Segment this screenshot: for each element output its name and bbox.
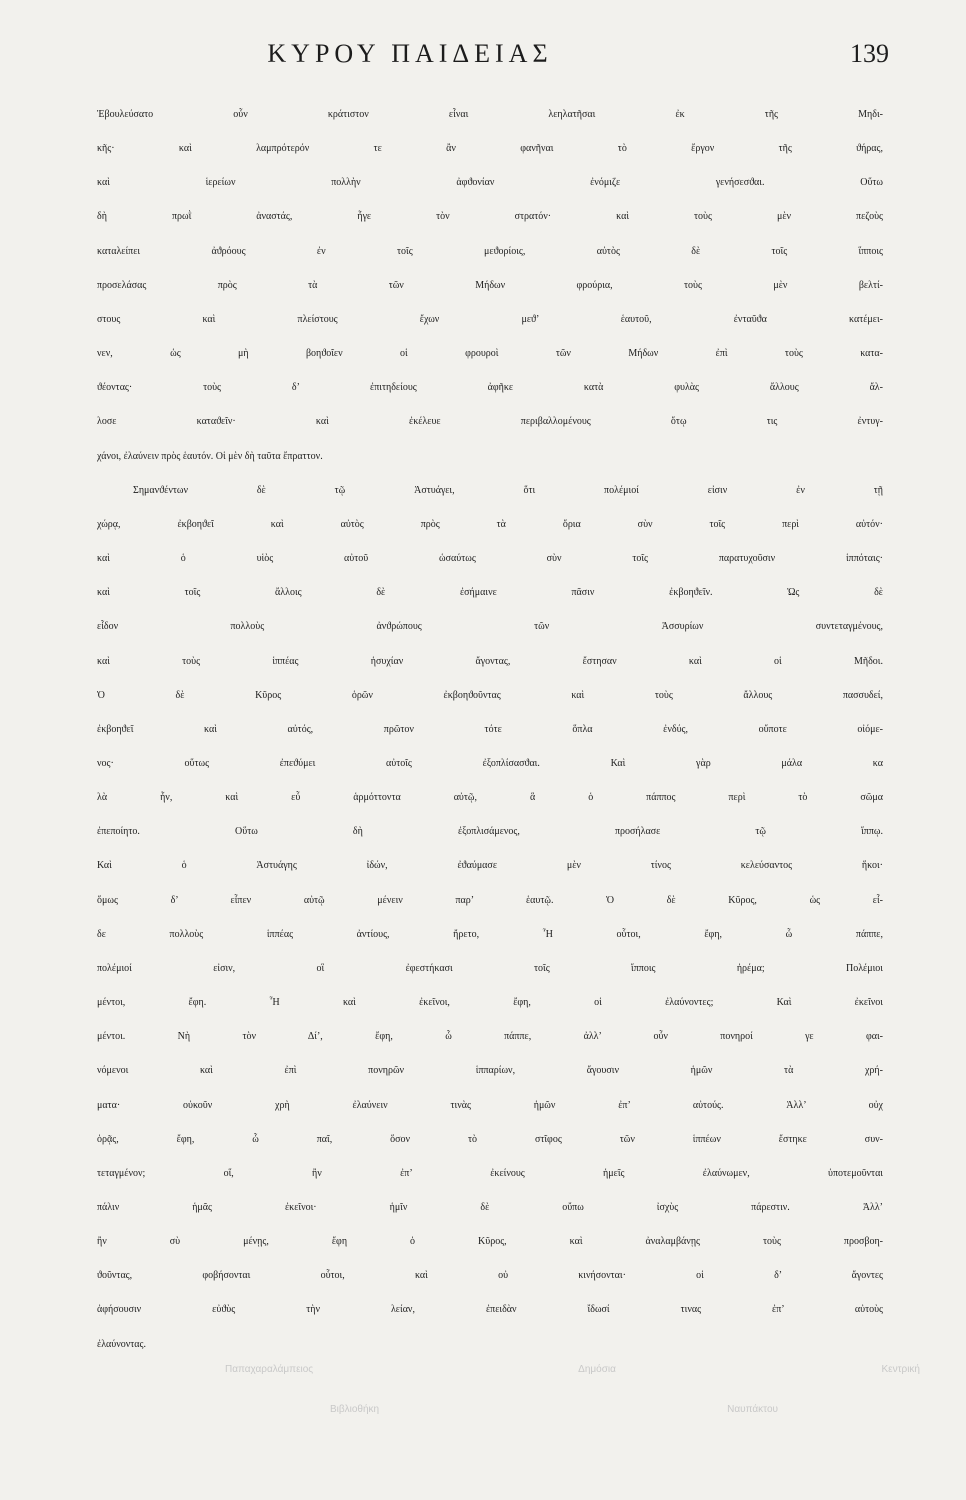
- text-line: πολέμιοί εἰσιν, οἳ ἐφεστήκασι τοῖς ἵπποις ἠρέμα; Πολέμιοι: [97, 962, 883, 974]
- text-line: δε πολλοὺς ἱππέας ἀντίους, ἤρετο, Ἦ οὗτοι, ἔφη, ὦ πάππε,: [97, 928, 883, 940]
- text-line: κῆς· καὶ λαμπρότερόν τε ἂν φανῆναι τὸ ἔργον τῆς ϑήρας,: [97, 143, 883, 155]
- text-line: νόμενοι καὶ ἐπὶ πονηρῶν ἱππαρίων, ἄγουσιν ἡμῶν τὰ χρή-: [97, 1065, 883, 1077]
- library-watermark-line-2: Βιβλιοθήκη Ναυπάκτου: [330, 1404, 778, 1415]
- text-line: νος· οὕτως ἐπεϑύμει αὐτοῖς ἐξοπλίσασϑαι. Καὶ γὰρ μάλα κα: [97, 757, 883, 769]
- text-line: εἶδον πολλοὺς ἀνϑρώπους τῶν Ἀσσυρίων συντεταγμένους,: [97, 621, 883, 633]
- library-watermark-line-1: Παπαχαραλάμπειος Δημόσια Κεντρική: [225, 1364, 920, 1375]
- text-line: καὶ ἱερείων πολλὴν ἀφϑονίαν ἐνόμιζε γενήσεσϑαι. Οὕτω: [97, 177, 883, 189]
- text-line: μέντοι, ἔφη. Ἦ καὶ ἐκεῖνοι, ἔφη, οἱ ἐλαύνοντες; Καὶ ἐκεῖνοι: [97, 997, 883, 1009]
- text-line: δὴ πρωῒ ἀναστάς, ἦγε τὸν στρατόν· καὶ τοὺς μὲν πεζοὺς: [97, 211, 883, 223]
- text-line: ὁρᾷς, ἔφη, ὦ παῖ, ὅσον τὸ στῖφος τῶν ἱππέων ἕστηκε συν-: [97, 1133, 883, 1145]
- text-line: ἐλαύνοντας.: [97, 1338, 146, 1350]
- text-line: τεταγμένον; οἵ, ἢν ἐπ’ ἐκείνους ἡμεῖς ἐλαύνωμεν, ὑποτεμοῦνται: [97, 1167, 883, 1179]
- text-line: Ἐβουλεύσατο οὖν κράτιστον εἶναι λεηλατῆσαι ἐκ τῆς Μηδι-: [97, 109, 883, 120]
- text-line: Σημανϑέντων δὲ τῷ Ἀστυάγει, ὅτι πολέμιοί εἰσιν ἐν τῇ: [133, 484, 883, 496]
- text-line: καὶ τοὺς ἱππέας ἡσυχίαν ἄγοντας, ἔστησαν καὶ οἱ Μῆδοι.: [97, 655, 883, 667]
- text-line: χώρᾳ, ἐκβοηϑεῖ καὶ αὐτὸς πρὸς τὰ ὅρια σὺν τοῖς περὶ αὐτόν·: [97, 518, 883, 530]
- text-line: Ὁ δὲ Κῦρος ὁρῶν ἐκβοηϑοῦντας καὶ τοὺς ἄλλους πασσυδεί,: [97, 689, 883, 701]
- text-line: χάνοι, ἐλαύνειν πρὸς ἑαυτόν. Οἱ μὲν δὴ ταῦτα ἔπραττον.: [97, 450, 323, 462]
- text-line: λὰ ἦν, καὶ εὖ ἁρμόττοντα αὐτῷ, ἃ ὁ πάππος περὶ τὸ σῶμα: [97, 792, 883, 804]
- text-line: νεν, ὡς μὴ βοηϑοῖεν οἱ φρουροὶ τῶν Μήδων ἐπὶ τοὺς κατα-: [97, 348, 883, 360]
- text-line: ὅμως δ’ εἶπεν αὐτῷ μένειν παρ’ ἑαυτῷ. Ὁ δὲ Κῦρος, ὡς εἶ-: [97, 894, 883, 906]
- text-line: ματα· οὐκοῦν χρὴ ἐλαύνειν τινὰς ἡμῶν ἐπ’ αὐτούς. Ἀλλ’ οὐχ: [97, 1099, 883, 1111]
- page-number: 139: [850, 39, 889, 68]
- text-line: ἐκβοηϑεῖ καὶ αὐτός, πρῶτον τότε ὅπλα ἐνδύς, οὔποτε οἰόμε-: [97, 723, 883, 735]
- text-line: ϑοῦντας, φοβήσονται οὗτοι, καὶ οὐ κινήσονται· οἱ δ’ ἄγοντες: [97, 1270, 883, 1282]
- text-line: στους καὶ πλείστους ἔχων μεϑ’ ἑαυτοῦ, ἐνταῦϑα κατέμει-: [97, 313, 883, 325]
- text-line: μέντοι. Νὴ τὸν Δί’, ἔφη, ὦ πάππε, ἀλλ’ οὖν πονηροί γε φαι-: [97, 1031, 883, 1043]
- text-line: λοσε καταϑεῖν· καὶ ἐκέλευε περιβαλλομένους ὅτῳ τις ἐντυγ-: [97, 416, 883, 428]
- text-line: καταλείπει ἀϑρόους ἐν τοῖς μεϑορίοις, αὐτὸς δὲ τοῖς ἵπποις: [97, 245, 883, 257]
- text-line: πάλιν ἡμᾶς ἐκεῖνοι· ἡμῖν δὲ οὔπω ἰσχὺς πάρεστιν. Ἀλλ’: [97, 1202, 883, 1213]
- text-line: καὶ τοῖς ἄλλοις δὲ ἐσήμαινε πᾶσιν ἐκβοηϑεῖν. Ὡς δὲ: [97, 587, 883, 599]
- text-line: ϑέοντας· τοὺς δ’ ἐπιτηδείους ἀφῆκε κατὰ φυλὰς ἄλλους ἄλ-: [97, 382, 883, 394]
- text-line: καὶ ὁ υἱὸς αὐτοῦ ὡσαύτως σὺν τοῖς παρατυχοῦσιν ἱππόταις·: [97, 553, 883, 565]
- text-line: ἢν σὺ μένῃς, ἔφη ὁ Κῦρος, καὶ ἀναλαμβάνῃς τοὺς προσβοη-: [97, 1236, 883, 1248]
- text-line: Καὶ ὁ Ἀστυάγης ἰδών, ἐϑαύμασε μὲν τίνος κελεύσαντος ἥκοι·: [97, 860, 883, 872]
- running-head: ΚΥΡΟΥ ΠΑΙΔΕΙΑΣ: [267, 39, 553, 68]
- text-line: προσελάσας πρὸς τὰ τῶν Μήδων φρούρια, τοὺς μὲν βελτί-: [97, 279, 883, 291]
- text-line: ἀφήσουσιν εὐϑὺς τὴν λείαν, ἐπειδὰν ἴδωσί τινας ἐπ’ αὐτοὺς: [97, 1304, 883, 1316]
- body-text: [97, 98, 883, 1362]
- text-line: ἐπεποίητο. Οὕτω δὴ ἐξοπλισάμενος, προσήλασε τῷ ἵππῳ.: [97, 826, 883, 838]
